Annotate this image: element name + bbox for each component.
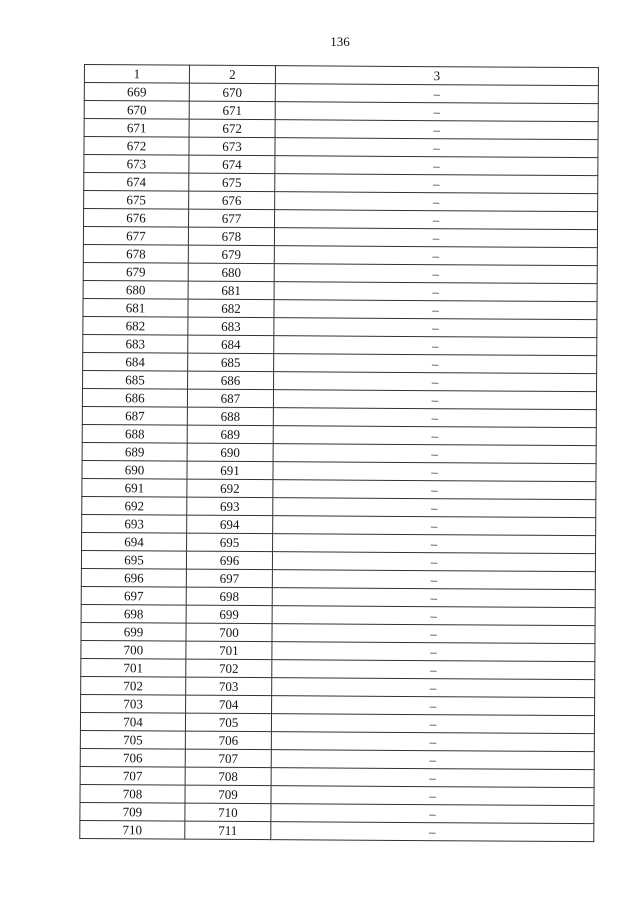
table-cell-col-3: – — [275, 156, 598, 176]
table-cell-col-2: 697 — [186, 569, 272, 588]
table-cell-col-1: 696 — [81, 568, 186, 587]
table-cell-col-1: 686 — [82, 388, 187, 407]
table-cell-col-3: – — [275, 174, 598, 194]
table-cell-col-1: 708 — [80, 784, 185, 803]
table-cell-col-3: – — [272, 552, 595, 572]
table-cell-col-2: 684 — [188, 335, 274, 354]
table-cell-col-3: – — [273, 462, 596, 482]
table-cell-col-1: 690 — [82, 460, 187, 479]
data-table — [79, 64, 599, 842]
table-cell-col-2: 672 — [189, 119, 275, 138]
table-cell-col-3: – — [271, 822, 594, 842]
table-cell-col-2: 675 — [189, 173, 275, 192]
table-cell-col-2: 696 — [186, 551, 272, 570]
table-cell-col-1: 703 — [81, 694, 186, 713]
table-cell-col-2: 709 — [185, 785, 271, 804]
table-body — [80, 83, 599, 842]
table-cell-col-2: 678 — [188, 227, 274, 246]
table-cell-col-1: 677 — [83, 227, 188, 246]
table-cell-col-2: 680 — [188, 263, 274, 282]
page-number: 136 — [330, 34, 350, 49]
table-cell-col-3: – — [275, 120, 598, 140]
table-cell-col-3: – — [274, 300, 597, 320]
table-cell-col-3: – — [272, 588, 595, 608]
table-cell-col-3: – — [272, 570, 595, 590]
table-cell-col-3: – — [275, 138, 598, 158]
table-cell-col-2: 689 — [187, 425, 273, 444]
table-cell-col-1: 674 — [84, 173, 189, 192]
table-cell-col-2: 690 — [187, 443, 273, 462]
table-cell-col-2: 674 — [189, 155, 275, 174]
table-cell-col-2: 686 — [188, 371, 274, 390]
table-cell-col-3: – — [273, 444, 596, 464]
table-cell-col-3: – — [272, 606, 595, 626]
table-cell-col-2: 699 — [186, 605, 272, 624]
table-cell-col-1: 697 — [81, 586, 186, 605]
table-cell-col-1: 672 — [84, 137, 189, 156]
table-cell-col-3: – — [272, 642, 595, 662]
table-cell-col-2: 671 — [189, 101, 275, 120]
table-cell-col-2: 695 — [187, 533, 273, 552]
table-cell-col-1: 710 — [80, 820, 185, 839]
table-cell-col-1: 701 — [81, 658, 186, 677]
table-cell-col-2: 679 — [188, 245, 274, 264]
table-cell-col-3: – — [273, 426, 596, 446]
table-cell-col-2: 676 — [189, 191, 275, 210]
table-cell-col-3: – — [275, 210, 598, 230]
table-cell-col-2: 673 — [189, 137, 275, 156]
table-cell-col-3: – — [273, 390, 596, 410]
table-cell-col-3: – — [275, 102, 598, 122]
table-cell-col-3: – — [271, 804, 594, 824]
table-cell-col-2: 711 — [185, 821, 271, 840]
table-cell-col-2: 702 — [186, 659, 272, 678]
table-cell-col-3: – — [274, 354, 597, 374]
table-cell-col-1: 700 — [81, 640, 186, 659]
table-cell-col-3: – — [273, 534, 596, 554]
table-cell-col-2: 682 — [188, 299, 274, 318]
table-cell-col-3: – — [273, 498, 596, 518]
table-cell-col-2: 692 — [187, 479, 273, 498]
table-cell-col-2: 670 — [189, 83, 275, 102]
table-cell-col-1: 689 — [82, 442, 187, 461]
table-cell-col-3: – — [273, 480, 596, 500]
table-cell-col-3: – — [272, 624, 595, 644]
table-cell-col-1: 679 — [83, 262, 188, 281]
table-cell-col-3: – — [273, 408, 596, 428]
table-cell-col-1: 678 — [83, 244, 188, 263]
table-cell-col-2: 693 — [187, 497, 273, 516]
table-cell-col-2: 704 — [186, 695, 272, 714]
table-cell-col-2: 698 — [186, 587, 272, 606]
table-cell-col-3: – — [274, 228, 597, 248]
table-cell-col-2: 700 — [186, 623, 272, 642]
table-row — [80, 820, 594, 841]
table-cell-col-1: 673 — [84, 155, 189, 174]
column-header-2: 2 — [189, 65, 275, 84]
table-cell-col-1: 685 — [83, 370, 188, 389]
column-header-1: 1 — [84, 65, 189, 84]
table-cell-col-2: 681 — [188, 281, 274, 300]
table-cell-col-1: 670 — [84, 101, 189, 120]
column-header-3: 3 — [275, 66, 598, 86]
table-cell-col-3: – — [273, 516, 596, 536]
table-cell-col-1: 705 — [80, 730, 185, 749]
table-cell-col-1: 669 — [84, 83, 189, 102]
table-cell-col-2: 685 — [188, 353, 274, 372]
table-cell-col-1: 693 — [82, 514, 187, 533]
table-cell-col-3: – — [274, 372, 597, 392]
table-cell-col-3: – — [274, 264, 597, 284]
table-cell-col-3: – — [271, 732, 594, 752]
table-cell-col-1: 683 — [83, 334, 188, 353]
table-cell-col-2: 703 — [186, 677, 272, 696]
table-cell-col-1: 692 — [82, 496, 187, 515]
table-cell-col-2: 691 — [187, 461, 273, 480]
table-cell-col-3: – — [272, 696, 595, 716]
table-cell-col-3: – — [271, 768, 594, 788]
table-cell-col-1: 704 — [80, 712, 185, 731]
table-cell-col-1: 706 — [80, 748, 185, 767]
table-cell-col-3: – — [274, 336, 597, 356]
table-cell-col-1: 684 — [83, 352, 188, 371]
table-cell-col-1: 698 — [81, 604, 186, 623]
table-cell-col-1: 691 — [82, 478, 187, 497]
table-cell-col-1: 688 — [82, 424, 187, 443]
table-cell-col-3: – — [272, 678, 595, 698]
table-cell-col-3: – — [272, 660, 595, 680]
table-cell-col-1: 680 — [83, 280, 188, 299]
table-cell-col-3: – — [271, 714, 594, 734]
table-cell-col-2: 683 — [188, 317, 274, 336]
table-cell-col-3: – — [271, 750, 594, 770]
table-cell-col-1: 681 — [83, 298, 188, 317]
table-cell-col-2: 705 — [185, 713, 271, 732]
table-cell-col-3: – — [274, 282, 597, 302]
table-cell-col-1: 671 — [84, 119, 189, 138]
table-cell-col-2: 687 — [187, 389, 273, 408]
table-cell-col-1: 695 — [81, 550, 186, 569]
table-cell-col-1: 707 — [80, 766, 185, 785]
table-cell-col-2: 677 — [189, 209, 275, 228]
table-cell-col-2: 707 — [185, 749, 271, 768]
table-cell-col-1: 676 — [84, 209, 189, 228]
table-cell-col-3: – — [275, 192, 598, 212]
table-cell-col-1: 702 — [81, 676, 186, 695]
table-cell-col-3: – — [274, 318, 597, 338]
table-cell-col-1: 687 — [82, 406, 187, 425]
table-cell-col-3: – — [274, 246, 597, 266]
table-cell-col-1: 699 — [81, 622, 186, 641]
table-cell-col-2: 701 — [186, 641, 272, 660]
table-cell-col-2: 706 — [185, 731, 271, 750]
table-cell-col-3: – — [275, 84, 598, 104]
table-cell-col-2: 710 — [185, 803, 271, 822]
table-cell-col-3: – — [271, 786, 594, 806]
table-cell-col-1: 682 — [83, 316, 188, 335]
table-cell-col-1: 694 — [82, 532, 187, 551]
table-cell-col-1: 709 — [80, 802, 185, 821]
table-cell-col-2: 694 — [187, 515, 273, 534]
table-cell-col-2: 708 — [185, 767, 271, 786]
table-cell-col-1: 675 — [84, 191, 189, 210]
table-cell-col-2: 688 — [187, 407, 273, 426]
